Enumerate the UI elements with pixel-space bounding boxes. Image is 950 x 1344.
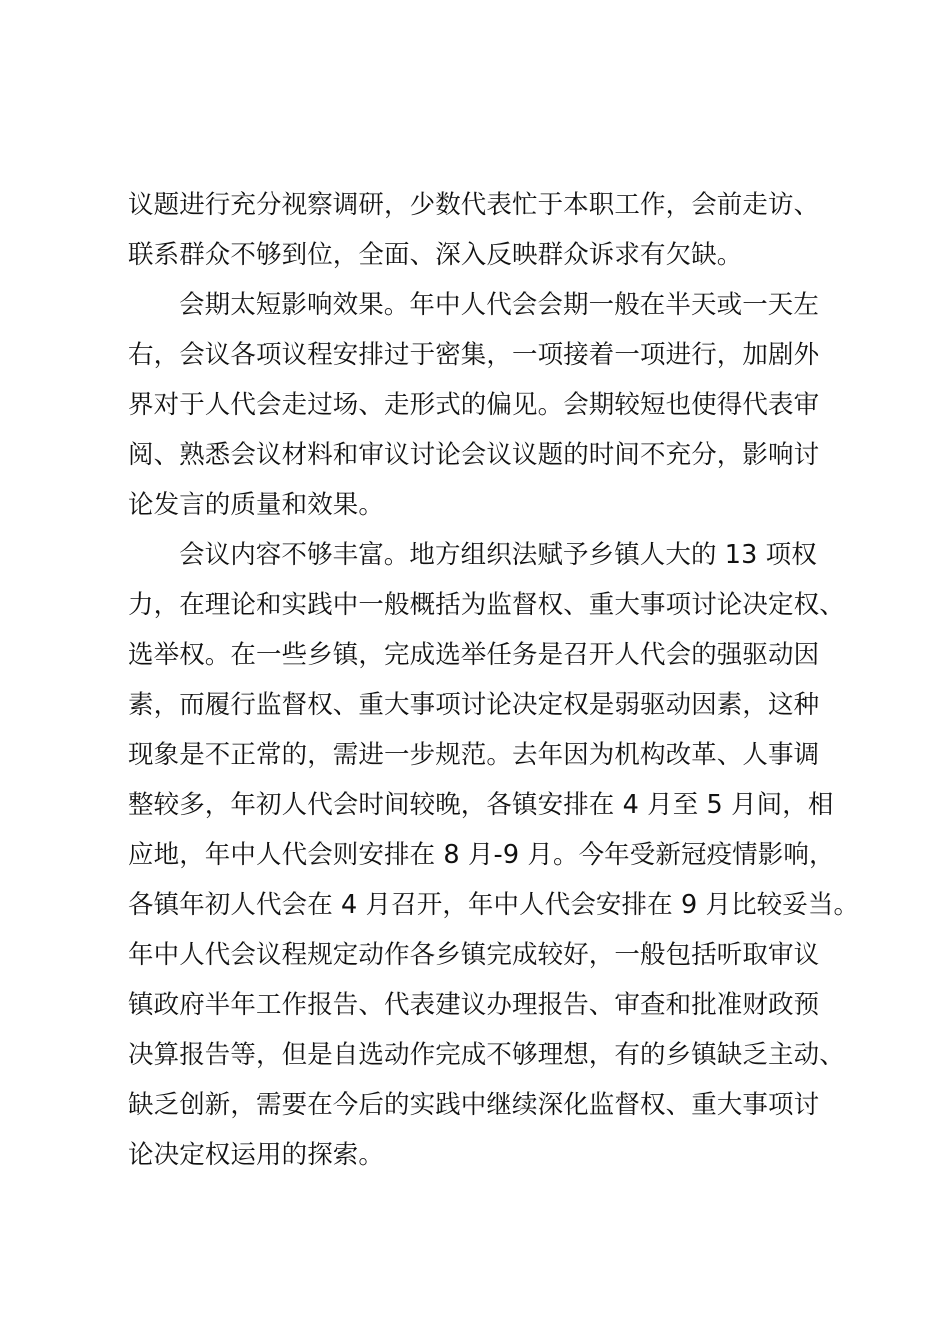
text-line: 整较多，年初人代会时间较晚，各镇安排在 4 月至 5 月间，相 bbox=[128, 790, 834, 820]
text-line: 决算报告等，但是自选动作完成不够理想，有的乡镇缺乏主动、 bbox=[128, 1040, 845, 1070]
text-line: 联系群众不够到位，全面、深入反映群众诉求有欠缺。 bbox=[128, 240, 743, 270]
text-line: 素，而履行监督权、重大事项讨论决定权是弱驱动因素，这种 bbox=[128, 690, 820, 720]
text-line: 论决定权运用的探索。 bbox=[128, 1140, 385, 1170]
text-line: 各镇年初人代会在 4 月召开，年中人代会安排在 9 月比较妥当。 bbox=[128, 890, 860, 920]
text-line: 选举权。在一些乡镇，完成选举任务是召开人代会的强驱动因 bbox=[128, 640, 820, 670]
text-line: 议题进行充分视察调研，少数代表忙于本职工作，会前走访、 bbox=[128, 190, 820, 220]
text-line: 年中人代会议程规定动作各乡镇完成较好，一般包括听取审议 bbox=[128, 940, 820, 970]
paragraph-heading-line: 会期太短影响效果。年中人代会会期一般在半天或一天左 bbox=[179, 290, 820, 320]
text-line: 论发言的质量和效果。 bbox=[128, 490, 385, 520]
text-line: 阅、熟悉会议材料和审议讨论会议议题的时间不充分，影响讨 bbox=[128, 440, 820, 470]
text-line: 镇政府半年工作报告、代表建议办理报告、审查和批准财政预 bbox=[128, 990, 820, 1020]
paragraph-heading-line: 会议内容不够丰富。地方组织法赋予乡镇人大的 13 项权 bbox=[179, 540, 817, 570]
text-line: 右，会议各项议程安排过于密集，一项接着一项进行，加剧外 bbox=[128, 340, 820, 370]
text-line: 力，在理论和实践中一般概括为监督权、重大事项讨论决定权、 bbox=[128, 590, 845, 620]
text-line: 缺乏创新，需要在今后的实践中继续深化监督权、重大事项讨 bbox=[128, 1090, 820, 1120]
text-line: 应地，年中人代会则安排在 8 月-9 月。今年受新冠疫情影响， bbox=[128, 840, 835, 870]
text-line: 界对于人代会走过场、走形式的偏见。会期较短也使得代表审 bbox=[128, 390, 820, 420]
text-line: 现象是不正常的，需进一步规范。去年因为机构改革、人事调 bbox=[128, 740, 820, 770]
